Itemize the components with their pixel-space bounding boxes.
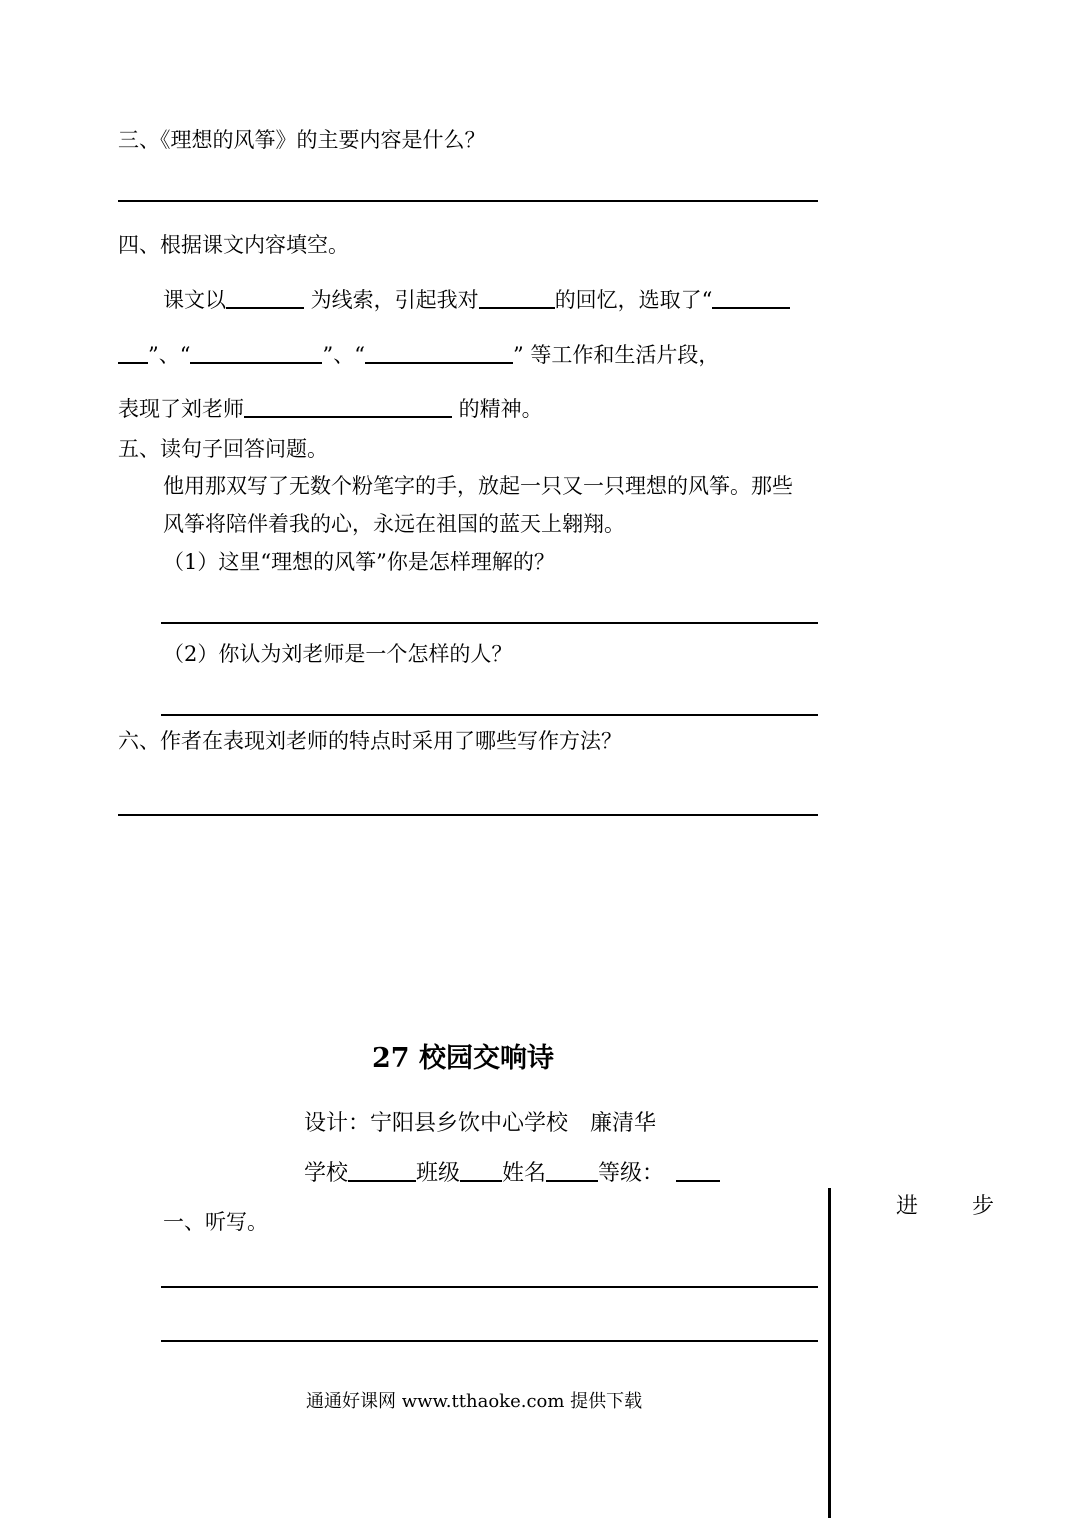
grade-blank[interactable] [676, 1179, 720, 1182]
q4-line1-part-c: 的回忆，选取了“ [554, 288, 713, 312]
dictation-line-2 [161, 1340, 818, 1342]
dictation-heading: 一、听写。 [163, 1210, 268, 1234]
question-5-passage-line-1: 他用那双写了无数个粉笔字的手，放起一只又一只理想的风筝。那些 [163, 474, 793, 498]
question-5-passage-line-2: 风筝将陪伴着我的心，永远在祖国的蓝天上翱翔。 [163, 512, 625, 536]
q4-line2-part-a: ”、“ [148, 343, 191, 367]
answer-line-q5-2 [161, 714, 818, 716]
question-4-line-1 [163, 290, 790, 311]
q4-line1-part-b: 为线索，引起我对 [304, 288, 479, 312]
fill-blank[interactable] [244, 415, 452, 418]
side-column-divider [828, 1188, 831, 1518]
question-6-text: 六、作者在表现刘老师的特点时采用了哪些写作方法？ [118, 729, 622, 753]
question-5-sub-2: （2）你认为刘老师是一个怎样的人？ [163, 642, 513, 666]
question-3-text: 三、《理想的风筝》的主要内容是什么？ [118, 128, 486, 152]
class-label: 班级 [416, 1161, 461, 1186]
answer-line-q6 [118, 814, 818, 816]
fill-blank[interactable] [190, 361, 322, 364]
side-label-bu: 步 [972, 1194, 995, 1219]
fill-blank[interactable] [226, 306, 304, 309]
question-5-sub-1: （1）这里“理想的风筝”你是怎样理解的？ [163, 550, 555, 574]
question-4-heading: 四、根据课文内容填空。 [118, 233, 349, 257]
school-blank[interactable] [348, 1179, 416, 1182]
question-4-line-2 [118, 345, 719, 366]
school-label: 学校 [304, 1161, 349, 1186]
answer-line-q5-1 [161, 622, 818, 624]
q4-line3-part-b: 的精神。 [452, 397, 543, 421]
fill-blank[interactable] [712, 306, 790, 309]
grade-label: 等级： [598, 1161, 665, 1186]
footer-text: 通通好课网 www.tthaoke.com 提供下载 [306, 1391, 643, 1412]
name-label: 姓名 [502, 1161, 547, 1186]
lesson-designer: 设计：宁阳县乡饮中心学校 廉清华 [304, 1111, 657, 1136]
class-blank[interactable] [460, 1179, 502, 1182]
student-info-row [304, 1163, 720, 1185]
q4-line2-part-c: ” 等工作和生活片段， [512, 343, 720, 367]
question-4-line-3 [118, 399, 543, 420]
fill-blank[interactable] [118, 361, 148, 364]
q4-line1-part-a: 课文以 [163, 288, 226, 312]
q4-line2-part-b: ”、“ [322, 343, 365, 367]
dictation-line-1 [161, 1286, 818, 1288]
fill-blank[interactable] [479, 306, 555, 309]
side-label-jin: 进 [896, 1194, 919, 1219]
name-blank[interactable] [546, 1179, 598, 1182]
answer-line-q3 [118, 200, 818, 202]
q4-line3-part-a: 表现了刘老师 [118, 397, 244, 421]
question-5-heading: 五、读句子回答问题。 [118, 437, 328, 461]
lesson-title: 27 校园交响诗 [372, 1043, 554, 1074]
fill-blank[interactable] [365, 361, 513, 364]
